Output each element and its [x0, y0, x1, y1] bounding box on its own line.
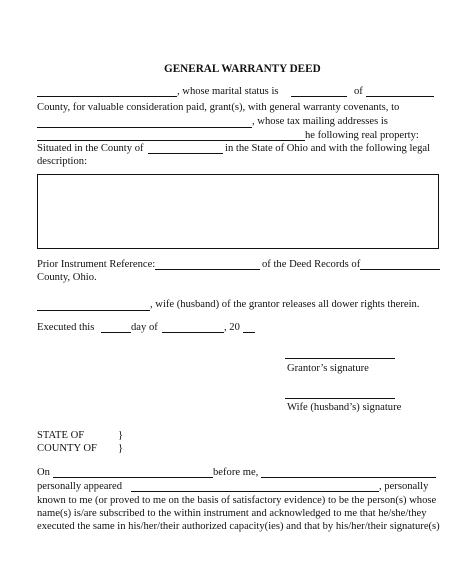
wife-signature-label: Wife (husband’s) signature — [287, 402, 402, 413]
state-of-label: STATE OF — [37, 430, 85, 441]
executed-year-blank[interactable] — [243, 332, 255, 333]
tax-address-blank[interactable] — [37, 140, 305, 141]
deed-records-blank[interactable] — [360, 269, 440, 270]
state-brace: } — [118, 430, 124, 441]
executed-same-text: executed the same in his/her/their authorized capacity(ies) and that by his/her/their signature(s) — [37, 521, 440, 532]
wife-signature-line[interactable] — [285, 398, 395, 399]
executed-day-blank[interactable] — [101, 332, 131, 333]
grantor-signature-label: Grantor’s signature — [287, 363, 369, 374]
executed-text: Executed this — [37, 322, 95, 333]
dower-release-text: , wife (husband) of the grantor releases all dower rights therein. — [150, 299, 420, 310]
description-label: description: — [37, 156, 88, 167]
county-brace: } — [118, 443, 124, 454]
legal-description-box[interactable] — [37, 174, 439, 249]
grantee-name-blank[interactable] — [37, 127, 252, 128]
notary-name-blank[interactable] — [261, 477, 436, 478]
situated-suffix-text: in the State of Ohio and with the following legal — [225, 143, 431, 154]
names-subscribed-text: name(s) is/are subscribed to the within instrument and acknowledged to me that he/she/they — [37, 508, 427, 519]
day-of-text: day of — [131, 322, 158, 333]
personally-appeared-text: personally appeared — [37, 481, 123, 492]
known-to-me-text: known to me (or proved to me on the basis of satisfactory evidence) to be the person(s) whose — [37, 495, 437, 506]
personally-text: , personally — [379, 481, 429, 492]
executed-month-blank[interactable] — [162, 332, 224, 333]
deed-records-text: of the Deed Records of — [262, 259, 361, 270]
appeared-name-blank[interactable] — [131, 491, 379, 492]
on-text: On — [37, 467, 50, 478]
marital-status-text: , whose marital status is — [177, 86, 279, 97]
following-property-text: he following real property: — [305, 130, 419, 141]
situated-county-blank[interactable] — [148, 153, 223, 154]
tax-mailing-text: , whose tax mailing addresses is — [252, 116, 388, 127]
prior-instrument-blank[interactable] — [155, 269, 260, 270]
spouse-name-blank[interactable] — [37, 310, 150, 311]
year-prefix-text: , 20 — [224, 322, 240, 333]
marital-status-blank[interactable] — [291, 96, 347, 97]
document-title: GENERAL WARRANTY DEED — [164, 63, 321, 75]
grantor-signature-line[interactable] — [285, 358, 395, 359]
grantor-name-blank[interactable] — [37, 96, 177, 97]
acknowledgment-date-blank[interactable] — [53, 477, 213, 478]
of-county-blank[interactable] — [366, 96, 434, 97]
before-me-text: before me, — [213, 467, 259, 478]
of-text: of — [354, 86, 363, 97]
county-of-label: COUNTY OF — [37, 443, 97, 454]
prior-instrument-text: Prior Instrument Reference: — [37, 259, 156, 270]
situated-prefix-text: Situated in the County of — [37, 143, 144, 154]
county-ohio-text: County, Ohio. — [37, 272, 97, 283]
county-consideration-text: County, for valuable consideration paid, grant(s), with general warranty covenants, to — [37, 102, 400, 113]
